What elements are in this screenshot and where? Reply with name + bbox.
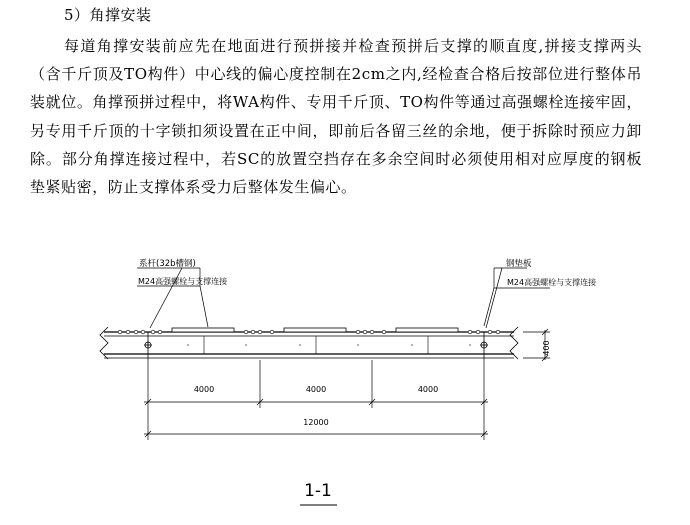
total-dimension <box>144 431 488 437</box>
total-dim-label: 12000 <box>303 418 329 427</box>
section-label: 1-1 <box>304 481 332 501</box>
segment-dim-2: 4000 <box>305 385 327 394</box>
left-label-bottom: M24高强螺栓与支撑连接 <box>138 277 228 286</box>
section-heading: 5）角撑安装 <box>64 6 152 24</box>
steel-strut <box>104 328 514 358</box>
segment-dimension <box>144 358 488 440</box>
body-paragraph: 每道角撑安装前应先在地面进行预拼接并检查预拼后支撑的顺直度,拼接支撑两头（含千斤顶及TO构件）中心线的偏心度控制在2cm之内,经检查合格后按部位进行整体吊装就位。角撑预拼过程中，将WA构件、专用千斤顶、TO构件等通过高强螺栓连接牢固，另专用千斤顶的十字锁扣须设置在正中间，即前后各留三丝的余地，便于拆除时预应力卸除。部分角撑连接过程中，若SC的放置空挡存在多余空间时必须使用相对应厚度的钢板垫紧贴密，防止支撑体系受力后整体发生偏心。 <box>30 37 642 197</box>
right-label-bottom: M24高强螺栓与支撑连接 <box>507 278 597 287</box>
left-label-top: 系杆(32b槽钢) <box>139 259 196 269</box>
right-label-top: 钢垫板 <box>506 259 532 269</box>
segment-dim-3: 4000 <box>417 385 439 394</box>
right-callout <box>484 268 550 328</box>
segment-dim-1: 4000 <box>193 385 215 394</box>
height-dim-label: 400 <box>542 340 551 356</box>
